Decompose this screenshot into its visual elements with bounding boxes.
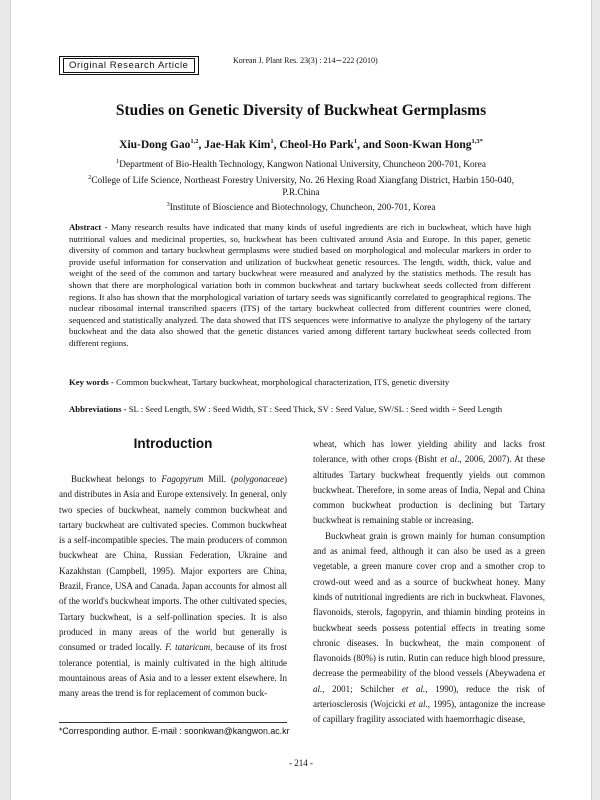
- paper-page: [10, 0, 592, 800]
- text-run: wheat, which has lower yielding ability and lacks frost tolerance, with other crops (Bisht: [313, 439, 545, 465]
- text-run: ., 2006, 2007). At these altitudes Tartary buckwheat frequently yields out common buckwheat. Therefore, in some areas of India, Nepal and China common buckwheat production is declining but Tartary buckwheat is remaining stable or increasing.: [313, 454, 545, 526]
- abstract: [69, 222, 531, 350]
- affiliation-item: [81, 156, 521, 172]
- article-type-label: Original Research Article: [63, 58, 195, 73]
- author-name: Soon-Kwan Hong: [384, 138, 472, 151]
- text-run: , 2001; Schilcher: [322, 683, 402, 694]
- affiliation-mark: 3: [166, 201, 170, 209]
- italic-term: F. tataricum,: [165, 642, 213, 653]
- affiliation-text: Institute of Bioscience and Biotechnology, Chuncheon, 200-701, Korea: [169, 203, 436, 214]
- page-number: - 214 -: [289, 758, 313, 768]
- italic-term: et al.: [401, 683, 426, 694]
- section-heading-introduction: Introduction: [133, 436, 213, 451]
- author-name: Cheol-Ho Park: [279, 138, 354, 151]
- affiliation-mark: 1: [116, 158, 120, 165]
- paper-title: Studies on Genetic Diversity of Buckwheat Germplasms: [115, 102, 487, 119]
- abbreviations: [69, 404, 549, 414]
- affiliation-item: [81, 172, 521, 200]
- author-affiliation-mark: 1: [270, 138, 274, 145]
- body-paragraph: [313, 437, 545, 529]
- footnote-divider: [59, 722, 287, 723]
- body-column-left: [59, 472, 287, 701]
- text-run: , 1995), antagonize the increase of capillary fragility associated with haemorrhagic disease,: [313, 699, 545, 725]
- abbreviations-text: SL : Seed Length, SW : Seed Width, ST : Seed Thick, SV : Seed Value, SW/SL : Seed width ÷ Seed Length: [128, 404, 503, 414]
- keywords: [69, 377, 539, 387]
- italic-term: et al.: [408, 699, 428, 710]
- corresponding-author-footnote: *Corresponding author. E-mail : soonkwan@kangwon.ac.kr: [59, 726, 290, 736]
- text-run: Mill. (: [203, 474, 234, 484]
- italic-term: polygonaceae: [234, 474, 284, 484]
- text-run: , 1990), reduce the risk of arteriosclerosis (Wojcicki: [313, 683, 545, 710]
- italic-term: et al: [440, 454, 458, 465]
- keywords-label: Key words -: [69, 377, 114, 387]
- italic-term: Fagopyrum: [161, 474, 204, 484]
- keywords-text: Common buckwheat, Tartary buckwheat, morphological characterization, ITS, genetic diversity: [116, 377, 450, 387]
- author-name: Xiu-Dong Gao: [119, 138, 191, 151]
- author-affiliation-mark: 1,2: [190, 138, 199, 145]
- author-affiliation-mark: 1,3*: [471, 138, 483, 145]
- author-name: Jae-Hak Kim: [204, 138, 271, 151]
- article-type-badge: [59, 56, 199, 75]
- text-run: ) and distributes in Asia and Europe extensively. In general, only two species of buckwheat, namely common buckwheat and tartary buckwheat are cultivated species. Common buckwheat is a self-incompatible species. The main producers of common buckwheat are China, Russian Federation, Ukraine and Kazakhstan (Campbell, 1995). Major exporters are China, Brazil, France, USA and Canada. Japan accounts for almost all of the world's buckwheat imports. The other cultivated species, Tartary buckwheat, is a self-pollination species. It is also produced in many areas of the world but generally is consumed or traded locally.: [59, 474, 287, 653]
- abbreviations-label: Abbreviations -: [69, 404, 127, 414]
- affiliation-item: [81, 199, 521, 215]
- affiliation-text: College of Life Science, Northeast Forestry University, No. 26 Hexing Road Xiangfang District, Harbin 150-040, P.R.China: [91, 175, 514, 198]
- author-list: Xiu-Dong Gao$^{1,2}$, Jae-Hak Kim$^1$, Cheol-Ho Park$^1$, and Soon-Kwan Hong$^{1,3*}$: [119, 138, 483, 151]
- author-affiliation-mark: 1: [353, 138, 358, 145]
- body-paragraph: [313, 529, 545, 728]
- body-paragraph: [59, 472, 287, 701]
- affiliation-text: Department of Bio-Health Technology, Kangwon National University, Chuncheon 200-701, Korea: [119, 160, 486, 171]
- affiliations: [81, 156, 521, 215]
- body-column-right: [313, 437, 545, 728]
- abstract-label: Abstract -: [69, 222, 108, 232]
- text-run: Buckwheat grain is grown mainly for human consumption and as animal feed, although it can also be used as a green vegetable, a green manure cover crop and a smother crop to crowd-out weed and as a source of buckwheat honey. Many kinds of nutritional ingredients are rich in buckwheat. Flavones, flavonoids, sterols, fagopyrin, and thiamin binding proteins in buckwheat seeds possess potential effects in treating some chronic diseases. In buckwheat, the main component of flavonoids (80%) is rutin. Rutin can reduce high blood pressure, decrease the permeability of the blood vessels (Abeywadena: [313, 530, 545, 679]
- journal-citation: Korean J. Plant Res. 23(3) : 214∼222 (2010): [233, 56, 378, 65]
- affiliation-mark: 2: [88, 173, 92, 181]
- italic-term: et al.: [313, 668, 545, 694]
- text-run: because of its frost tolerance potential, is mainly cultivated in the high altitude mountainous areas of Asia and to a lesser extent elsewhere. In many areas the trend is for replacement of common buck-: [59, 642, 287, 699]
- text-run: Buckwheat belongs to: [71, 474, 162, 484]
- abstract-text: Many research results have indicated that many kinds of useful ingredients are rich in buckwheat, which have high nutritional values and medicinal properties, so, buckwheat has been cultivated around Asia and Europe. In this paper, genetic diversity of common and tartary buckwheat germplasms were studied based on morphological and molecular markers in order to provide useful information for conservation and utilization of buckwheat genetic resources. The length, width, thick, value and weight of the seed of the common and tartary buckwheat were measured and analyzed by the statistics methods. The result has shown that there are morphological variation both in common buckwheat and tartary buckwheat seeds collected from different regions. It also has shown that the morphological variation of tartary seeds was significantly correlated to geographical regions. The nuclear ribosomal internal transcribed spacers (ITS) of the tartary buckwheat collected from different countries were cloned, sequenced and statistically analyzed. The data showed that ITS sequences were informative to analyze the phylogeny of the tartary buckwheat and the data also showed that the genetic distances varied among different tartary buckwheat seeds collected from different regions.: [69, 222, 531, 348]
